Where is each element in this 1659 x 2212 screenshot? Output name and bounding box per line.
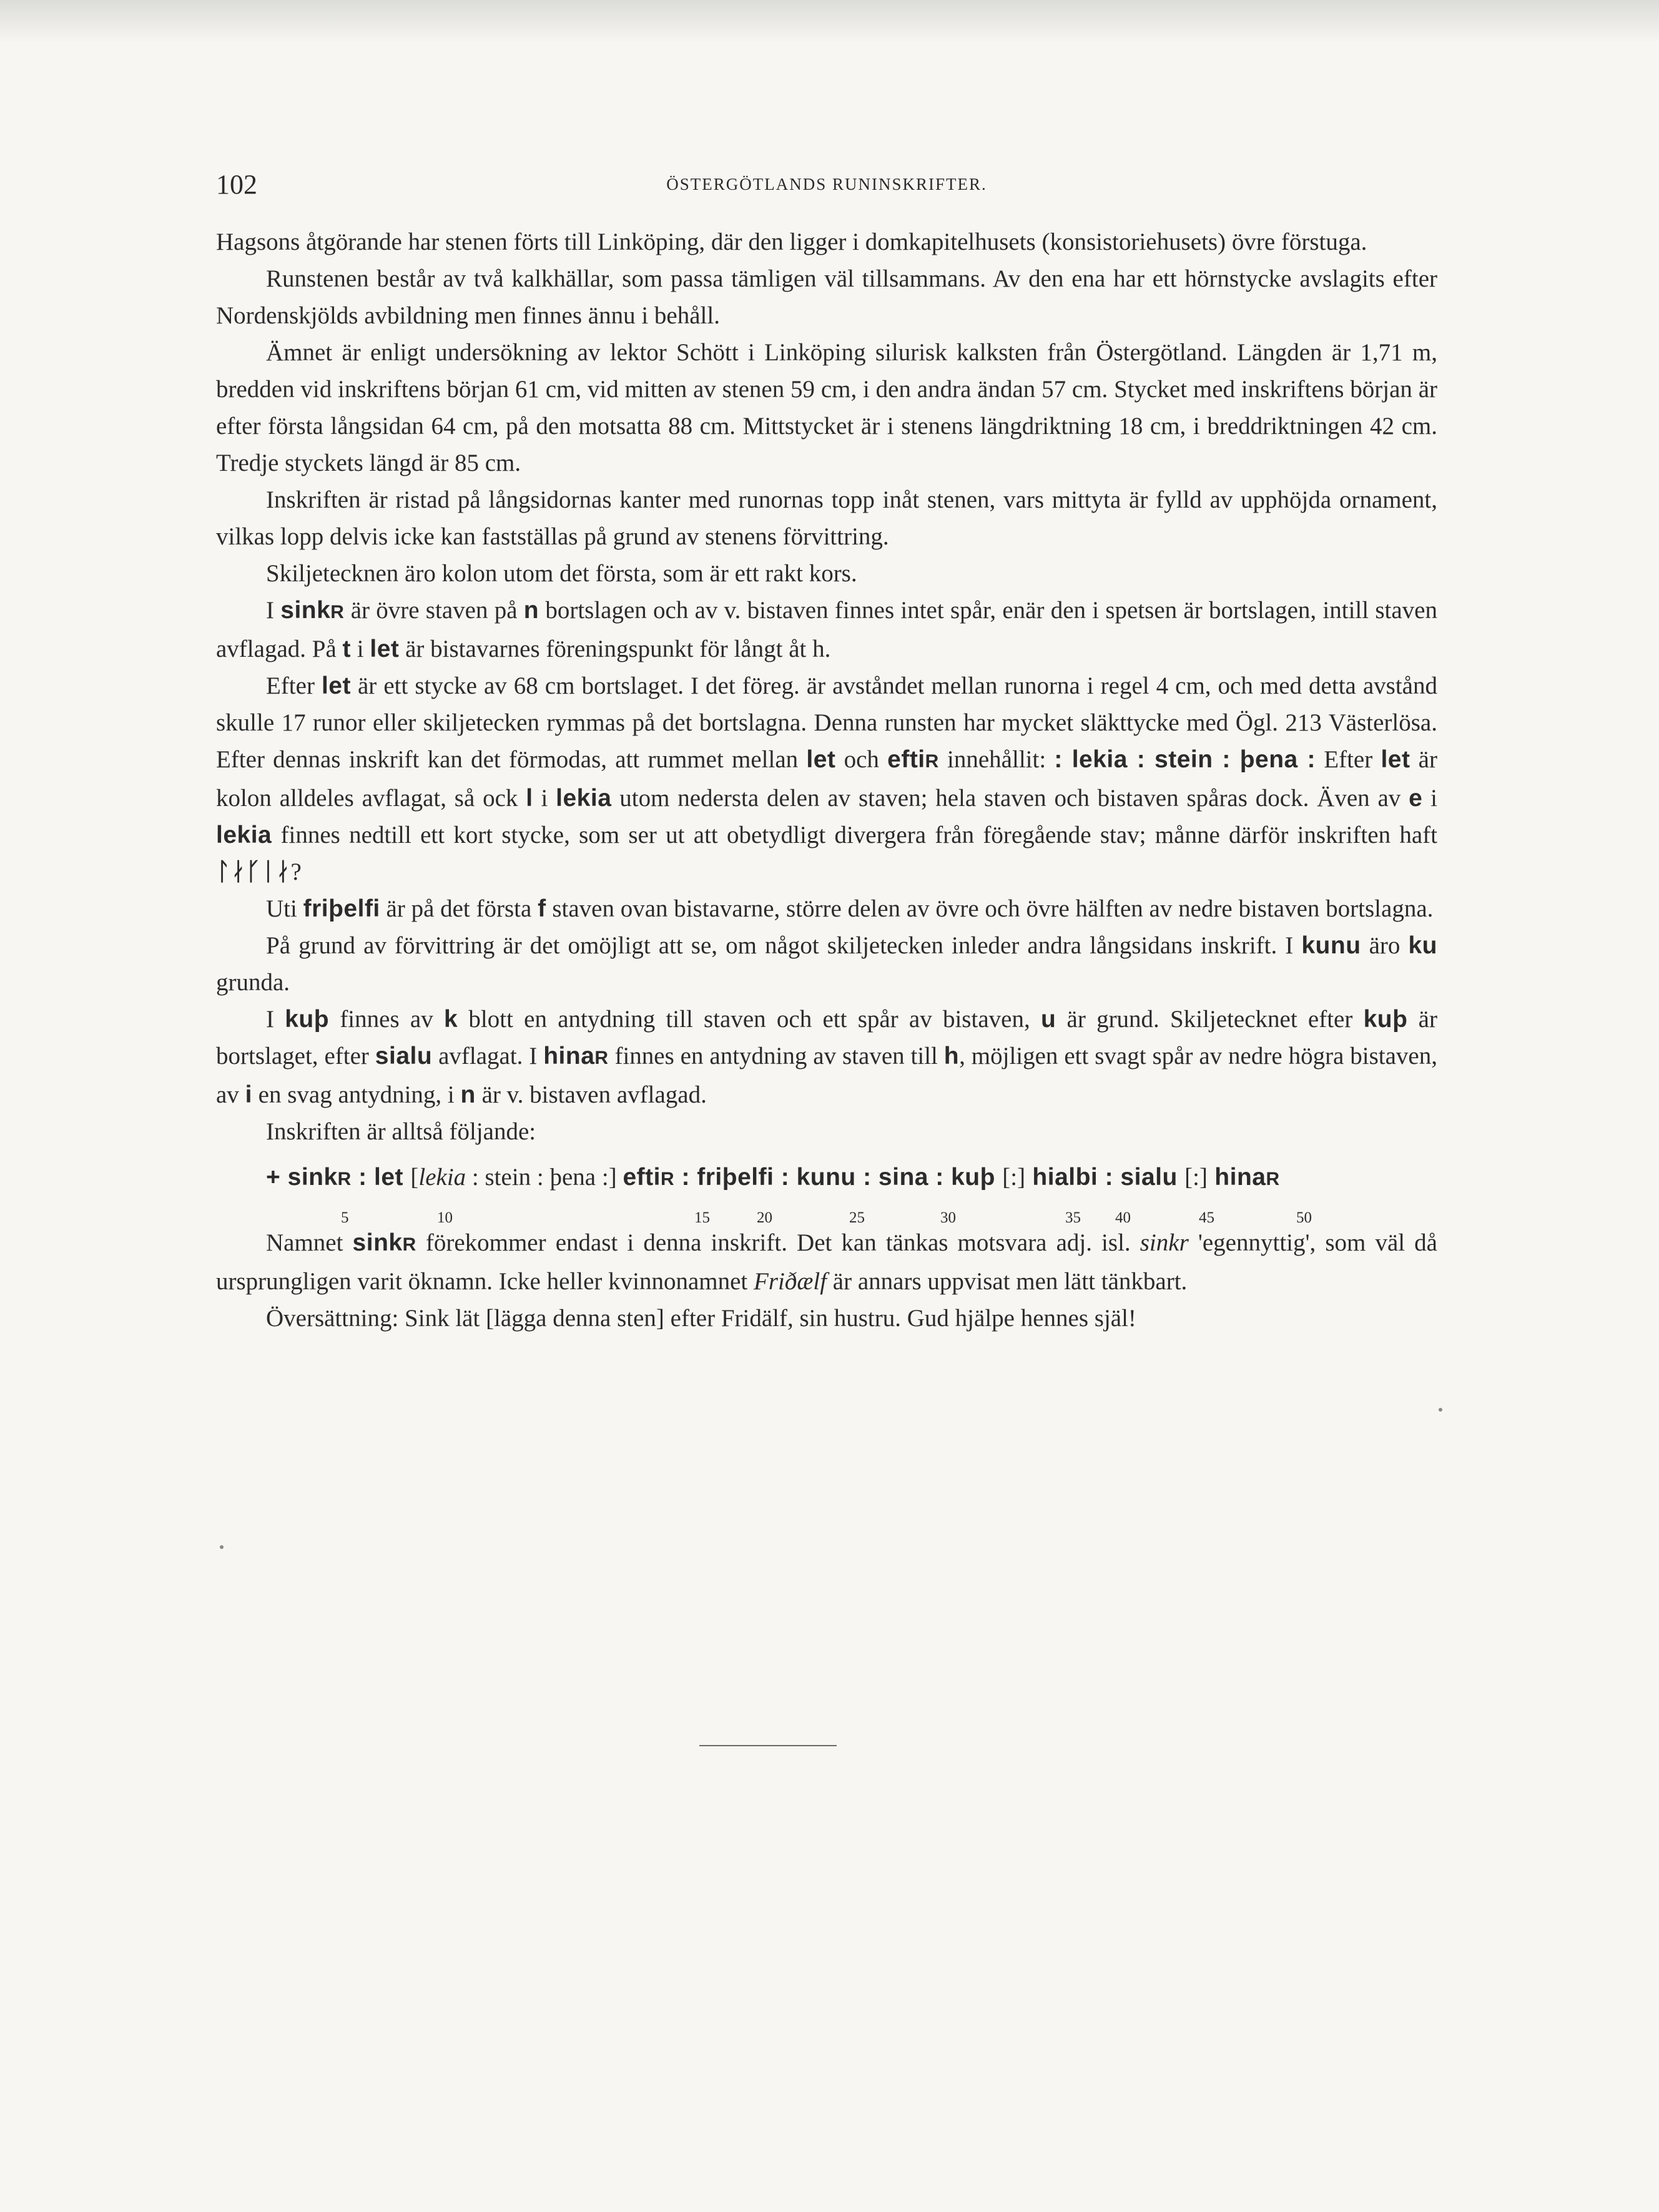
text: På grund av förvittring är det omöjligt att se, om något skiljetecken inleder andra långsidans inskrift. I [266, 932, 1302, 959]
text: i [533, 785, 556, 812]
text: Efter [1316, 746, 1381, 773]
text: I [266, 1006, 285, 1033]
paragraph-12 [216, 1224, 1437, 1300]
rune-text: hina [543, 1043, 595, 1069]
end-rule [699, 1745, 837, 1746]
paragraph-8 [216, 890, 1437, 927]
rune-word [887, 746, 939, 773]
rune-word: kunu [1301, 932, 1361, 959]
rune-small-cap: R [402, 1234, 416, 1255]
running-head: ÖSTERGÖTLANDS RUNINSKRIFTER. [666, 175, 987, 194]
paragraph-10 [216, 1001, 1437, 1113]
rune-count: 50 [1296, 1209, 1312, 1226]
cross-divider: + [266, 1164, 288, 1191]
rune-word: l [526, 785, 533, 812]
rune-word: hina [1207, 1164, 1266, 1191]
body-text [216, 224, 1437, 1337]
document-page [216, 169, 1437, 1337]
rune-word: friþelfi [303, 895, 380, 922]
text: äro [1361, 932, 1409, 959]
text: i [1422, 785, 1438, 812]
paragraph-6 [216, 592, 1437, 667]
paragraph-13: Översättning: Sink lät [lägga denna sten] efter Fridälf, sin hustru. Gud hjälpe hennes själ! [266, 1305, 1136, 1332]
rune-word: let [370, 636, 400, 662]
text: är grund. Skiljetecknet efter [1056, 1006, 1364, 1033]
text: bortslagen och av v. bistaven finnes intet spår, enär den i spetsen är bortslagen, intill staven avflagad. På [216, 597, 1437, 662]
text: är v. bistaven avflagad. [475, 1081, 707, 1108]
rune-word: lekia [556, 785, 612, 812]
rune-small-cap: R [337, 1169, 352, 1189]
rune-word: lekia [216, 822, 272, 848]
rune-small-cap: R [925, 751, 939, 772]
paragraph-4: Inskriften är ristad på långsidornas kanter med runornas topp inåt stenen, vars mittyta är fylld av upphöjda ornament, vilkas lopp delvis icke kan fastställas på grund av stenens förvittring. [216, 486, 1437, 550]
text: är bortslaget, efter [216, 1006, 1437, 1069]
italic-word: sinkr [1140, 1229, 1189, 1256]
inscription-transliteration [266, 1161, 1437, 1196]
paragraph-3: Ämnet är enligt undersökning av lektor Schött i Linköping silurisk kalksten från Östergötland. Längden är 1,71 m, bredden vid inskriftens början 61 cm, vid mitten av stenen 59 cm, i den andra ändan 57 cm. Stycket med inskriftens början är efter första långsidan 64 cm, på den motsatta 88 cm. Mittstycket är i stenens längdriktning 18 cm, i breddriktningen 42 cm. Tredje styckets längd är 85 cm. [216, 339, 1437, 476]
bracket-colon: [:] [1002, 1164, 1026, 1191]
text: Uti [266, 895, 303, 922]
text: avflagat. I [432, 1043, 544, 1069]
rune-small-cap: R [330, 602, 345, 622]
text: utom nedersta delen av staven; hela staven och bistaven spåras dock. Även av [611, 785, 1409, 812]
text: grunda. [216, 969, 290, 996]
text: förekommer endast i denna inskrift. Det kan tänkas motsvara adj. isl. [416, 1229, 1140, 1256]
rune-word [280, 597, 344, 624]
rune-count: 20 [757, 1209, 772, 1226]
rune-small-cap: R [1266, 1169, 1280, 1189]
text: staven ovan bistavarne, större delen av övre och övre hälften av nedre bistaven bortslagna. [546, 895, 1434, 922]
scan-top-shadow [0, 0, 1659, 44]
paragraph-1: Hagsons åtgörande har stenen förts till Linköping, där den ligger i domkapitelhusets (konsistoriehusets) övre förstuga. [216, 229, 1367, 255]
text: är ett stycke av 68 cm bortslaget. I det föreg. är avståndet mellan runorna i regel 4 cm, och med detta avstånd skulle 17 runor eller skiljetecken rymmas på det bortslagna. Denna runsten har mycket släkttycke med Ögl. 213 Västerlösa. Efter dennas inskrift kan det förmodas, att rummet mellan [216, 672, 1437, 773]
rune-text: sink [280, 597, 331, 624]
rune-count: 35 [1065, 1209, 1081, 1226]
rune-word: u [1040, 1006, 1056, 1033]
italic-word: Friðælf [754, 1268, 827, 1295]
rune-word [543, 1043, 608, 1069]
paragraph-2: Runstenen består av två kalkhällar, som passa tämligen väl tillsammans. Av den ena har ett hörnstycke avslagits efter Nordenskjölds avbildning men finnes ännu i behåll. [216, 265, 1437, 329]
text: är kolon alldeles avflagat, så ock [216, 746, 1437, 812]
text: ? [290, 858, 302, 885]
text: är annars uppvisat men lätt tänkbart. [827, 1268, 1188, 1295]
paragraph-11: Inskriften är alltså följande: [266, 1118, 536, 1145]
rune-count: 30 [940, 1209, 956, 1226]
rune-word: efti [623, 1164, 661, 1191]
text: i [351, 636, 370, 662]
rune-word: kuþ [285, 1006, 330, 1033]
rune-word: let [321, 672, 351, 699]
page-header [216, 169, 1437, 206]
rune-word: f [538, 895, 546, 922]
text: , möjligen ett svagt spår av nedre högra bistaven, av [216, 1043, 1437, 1108]
rune-count: 45 [1199, 1209, 1214, 1226]
rune-word: ku [1408, 932, 1437, 959]
text: är på det första [380, 895, 538, 922]
text: blott en antydning till staven och ett spår av bistaven, [458, 1006, 1041, 1033]
rune-words: : friþelfi : kunu : sina : kuþ [674, 1164, 1003, 1191]
reconstructed-word: lekia [418, 1164, 466, 1191]
text: finnes av [329, 1006, 444, 1033]
text: finnes en antydning av staven till [608, 1043, 944, 1069]
rune-word: sink [287, 1164, 338, 1191]
text: är bistavarnes föreningspunkt för långt åt h. [399, 636, 831, 662]
text: är övre staven på [344, 597, 524, 624]
text: 'egennyttig', som väl då ursprungligen varit öknamn. Icke heller kvinnonamnet [216, 1229, 1437, 1295]
rune-count-numbers [216, 1199, 1437, 1224]
rune-word [353, 1229, 416, 1256]
rune-word: let [1381, 746, 1410, 773]
rune-count: 25 [849, 1209, 865, 1226]
paragraph-9 [216, 927, 1437, 1001]
rune-count: 40 [1115, 1209, 1131, 1226]
text: Namnet [266, 1229, 353, 1256]
scan-speck [1439, 1408, 1442, 1412]
rune-count: 15 [694, 1209, 710, 1226]
page-number: 102 [216, 169, 257, 200]
scan-speck [220, 1545, 224, 1549]
bracket-colon: [:] [1184, 1164, 1208, 1191]
text: I [266, 597, 281, 624]
paragraph-5: Skiljetecknen äro kolon utom det första, som är ett rakt kors. [266, 560, 857, 587]
rune-word: t [342, 636, 352, 662]
paragraph-7 [216, 667, 1437, 890]
text: en svag antydning, i [252, 1081, 461, 1108]
rune-word: n [523, 597, 539, 624]
runic-glyphs: ᛚᛅᚴᛁᛅ [216, 858, 291, 885]
rune-words: hialbi : sialu [1025, 1164, 1185, 1191]
text: innehållit: [938, 746, 1055, 773]
bracket: [ [410, 1164, 419, 1191]
text: finnes nedtill ett kort stycke, som ser ut att obetydligt divergera från föregående stav; månne därför inskriften haft [272, 822, 1437, 848]
rune-word: : let [351, 1164, 411, 1191]
text: och [835, 746, 888, 773]
reconstructed-text: : stein : þena :] [466, 1164, 623, 1191]
rune-count: 10 [437, 1209, 453, 1226]
rune-text: sink [352, 1229, 403, 1256]
rune-word: k [443, 1006, 458, 1033]
rune-count: 5 [341, 1209, 349, 1226]
rune-word: : lekia : stein : þena : [1054, 746, 1316, 773]
rune-small-cap: R [660, 1169, 675, 1189]
text: Efter [266, 672, 322, 699]
rune-word: n [460, 1081, 476, 1108]
rune-small-cap: R [594, 1048, 609, 1068]
rune-word: i [245, 1081, 252, 1108]
rune-word: let [806, 746, 836, 773]
rune-word: sialu [375, 1043, 433, 1069]
rune-text: efti [887, 746, 925, 773]
rune-word: e [1409, 785, 1423, 812]
rune-word: h [943, 1043, 960, 1069]
rune-word: kuþ [1363, 1006, 1408, 1033]
